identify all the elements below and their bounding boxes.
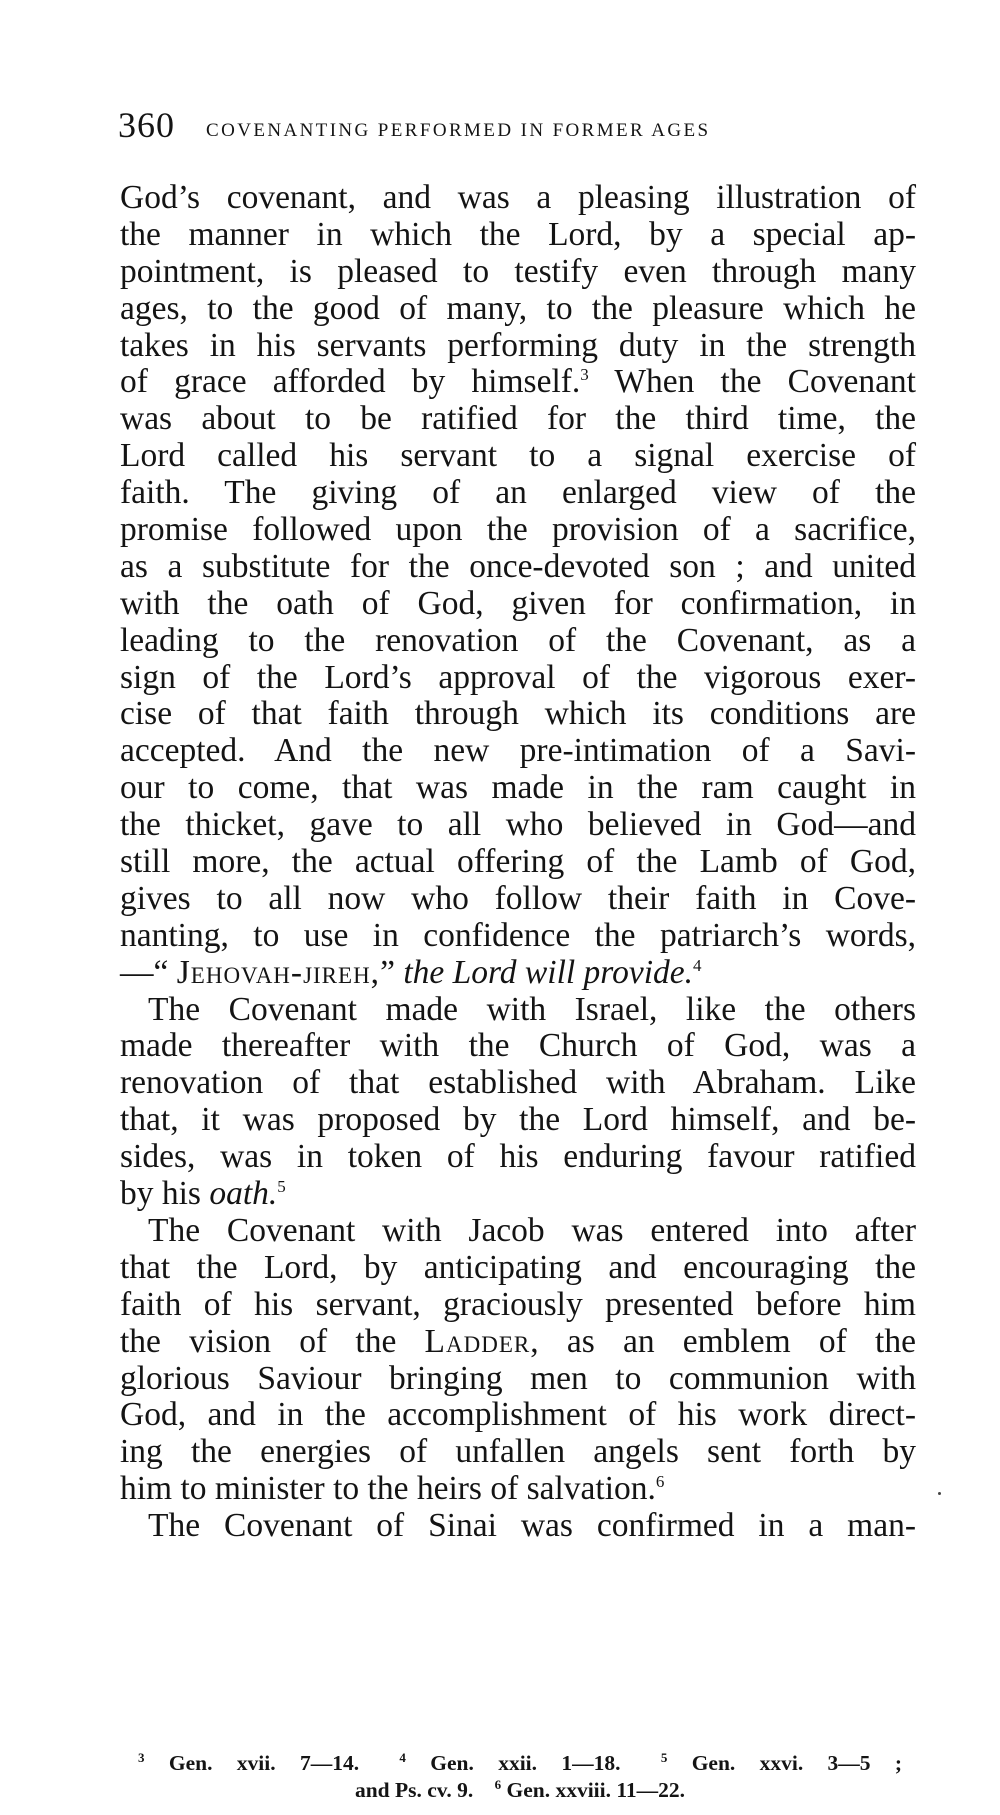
text-fragment: by his (120, 1175, 210, 1213)
text-line: faith of his servant, graciously presented before him (120, 1285, 916, 1323)
text-line: that the Lord, by anticipating and encouraging the (120, 1248, 916, 1286)
text-line: as a substitute for the once-devoted son ; and united (120, 547, 916, 585)
text-line: The Covenant of Sinai was confirmed in a man- (148, 1507, 916, 1545)
text-fragment: the vision of the (120, 1322, 425, 1360)
speck (938, 1492, 941, 1495)
italic-text: oath. (209, 1175, 278, 1213)
text-line: the thicket, gave to all who believed in God—and (120, 806, 916, 844)
text-line: God, and in the accomplishment of his work direct- (120, 1396, 916, 1434)
page-header (118, 104, 918, 154)
paragraph (120, 992, 916, 1213)
text-line: our to come, that was made in the ram caught in (120, 769, 916, 807)
text-line (120, 1324, 916, 1361)
footnote (495, 1778, 685, 1802)
footnote-text: Gen. xvii. 7—14. (168, 1751, 360, 1775)
text-line: glorious Saviour bringing men to communion with (120, 1359, 916, 1397)
running-title: COVENANTING PERFORMED IN FORMER AGES (206, 120, 711, 141)
text-line: God’s covenant, and was a pleasing illustration of (120, 179, 916, 216)
footnote (138, 1751, 359, 1775)
footnote-ref: 3 (580, 365, 589, 385)
footnote-text: Gen. xxvi. 3—5 ; (691, 1751, 903, 1775)
footnote-text: Gen. xxii. 1—18. (430, 1751, 621, 1775)
text-line: promise followed upon the provision of a sacrifice, (120, 511, 916, 549)
text-line: the manner in which the Lord, by a special ap- (120, 215, 916, 253)
text-line: Lord called his servant to a signal exercise of (120, 437, 916, 475)
text-fragment: of grace afforded by himself. (120, 363, 581, 401)
text-line (120, 1471, 916, 1508)
footnote-text: and Ps. cv. 9. (354, 1778, 474, 1802)
text-line: takes in his servants performing duty in the strength (120, 326, 916, 364)
text-fragment: , as an emblem of the (530, 1322, 916, 1360)
text-line: sign of the Lord’s approval of the vigorous exer- (120, 658, 916, 696)
footnote-line (130, 1777, 910, 1804)
text-line (120, 955, 916, 992)
footnote-mark: 6 (494, 1777, 502, 1792)
text-line: pointment, is pleased to testify even through many (120, 252, 916, 290)
footnote-ref: 6 (655, 1472, 665, 1492)
small-caps-text: Ladder (424, 1322, 531, 1360)
paragraph (120, 180, 916, 992)
footnote-mark: 5 (660, 1750, 668, 1765)
text-line: accepted. And the new pre-intimation of a Savi- (120, 732, 916, 770)
footnote-line (130, 1750, 910, 1777)
italic-text: the Lord will provide. (403, 953, 694, 991)
page-number: 360 (118, 105, 175, 145)
footnote-ref: 5 (277, 1177, 286, 1197)
footnote-mark: 4 (399, 1750, 406, 1765)
text-fragment: —“ (120, 953, 177, 991)
text-line: faith. The giving of an enlarged view of the (120, 474, 916, 512)
text-line: renovation of that established with Abraham. Like (120, 1064, 916, 1102)
text-line: ing the energies of unfallen angels sent forth by (120, 1433, 916, 1471)
text-line: The Covenant with Jacob was entered into after (148, 1211, 916, 1249)
text-line: cise of that faith through which its conditions are (120, 695, 916, 733)
footnote-text: Gen. xxviii. 11—22. (506, 1778, 686, 1802)
text-line (120, 1176, 916, 1213)
text-line: was about to be ratified for the third time, the (120, 400, 916, 438)
footnotes (130, 1750, 910, 1804)
small-caps-text: Jehovah-jireh, (176, 953, 381, 991)
text-fragment: him to minister to the heirs of salvation. (120, 1470, 656, 1508)
text-line: still more, the actual offering of the Lamb of God, (120, 843, 916, 881)
text-fragment: When the Covenant (588, 363, 916, 401)
paragraph (120, 1213, 916, 1508)
text-line: that, it was proposed by the Lord himself, and be- (120, 1101, 916, 1139)
footnote (661, 1751, 902, 1775)
text-line: sides, was in token of his enduring favour ratified (120, 1138, 916, 1176)
text-line: gives to all now who follow their faith in Cove- (120, 879, 916, 917)
text-line: nanting, to use in confidence the patriarch’s words, (120, 916, 916, 954)
text-fragment: ” (380, 953, 404, 991)
text-line: with the oath of God, given for confirmation, in (120, 584, 916, 622)
text-line (120, 364, 916, 401)
text-line: ages, to the good of many, to the pleasure which he (120, 289, 916, 327)
text-line: The Covenant made with Israel, like the others (148, 990, 916, 1028)
paragraph (120, 1508, 916, 1545)
text-line: made thereafter with the Church of God, was a (120, 1027, 916, 1065)
body-text (120, 180, 916, 1545)
text-line: leading to the renovation of the Covenant, as a (120, 621, 916, 659)
footnote (399, 1751, 620, 1775)
footnote-ref: 4 (693, 955, 702, 975)
footnote-mark: 3 (138, 1750, 145, 1765)
